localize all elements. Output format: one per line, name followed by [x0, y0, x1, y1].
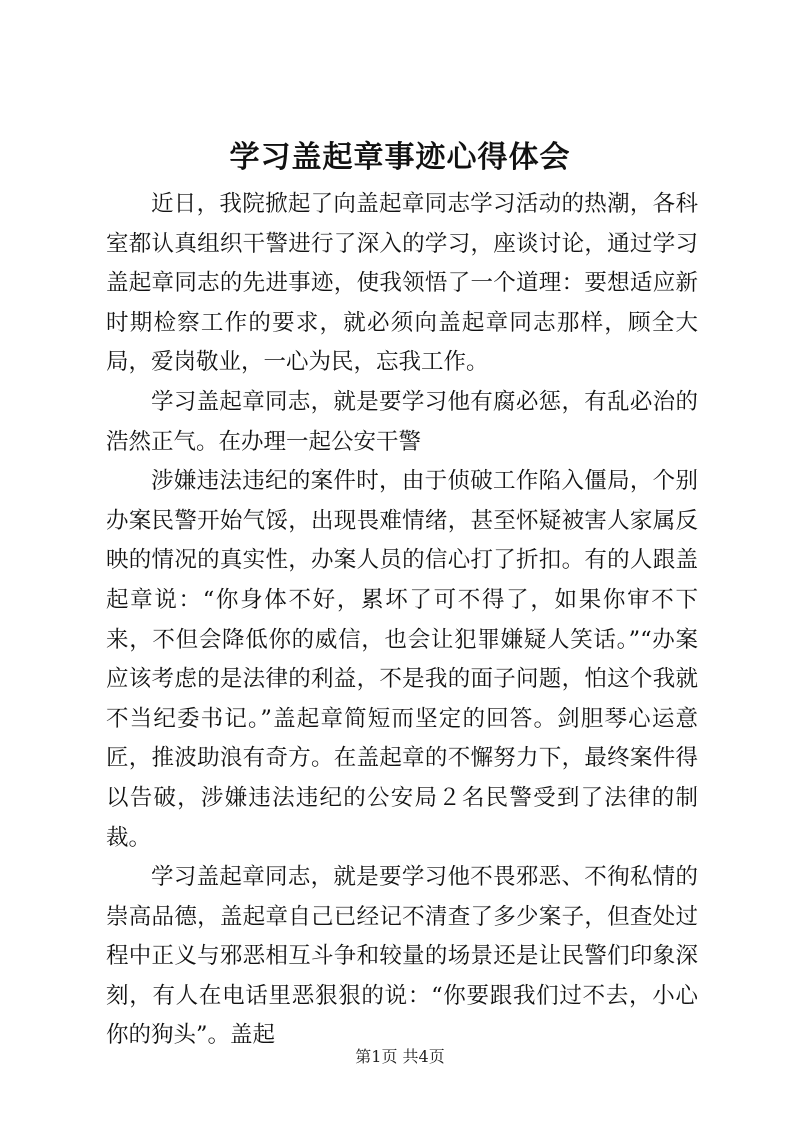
document-body: [106, 185, 698, 1056]
paragraph: 近日，我院掀起了向盖起章同志学习活动的热潮，各科室都认真组织干警进行了深入的学习，座谈讨论，通过学习盖起章同志的先进事迹，使我领悟了一个道理：要想适应新时期检察工作的要求，就必须向盖起章同志那样，顾全大局，爱岗敬业，一心为民，忘我工作。: [106, 191, 698, 376]
page-number: 第1页 共4页: [355, 1047, 445, 1066]
paragraph: 涉嫌违法违纪的案件时，由于侦破工作陷入僵局，个别办案民警开始气馁，出现畏难情绪，甚至怀疑被害人家属反映的情况的真实性，办案人员的信心打了折扣。有的人跟盖起章说：“你身体不好，累坏了可不得了，如果你审不下来，不但会降低你的威信，也会让犯罪嫌疑人笑话。”“办案应该考虑的是法律的利益，不是我的面子问题，怕这个我就不当纪委书记。”盖起章简短而坚定的回答。剑胆琴心运意匠，推波助浪有奇方。在盖起章的不懈努力下，最终案件得以告破，涉嫌违法违纪的公安局２名民警受到了法律的制裁。: [106, 468, 698, 851]
page-footer: [0, 1046, 800, 1068]
paragraph: 学习盖起章同志，就是要学习他不畏邪恶、不徇私情的崇高品德，盖起章自己已经记不清查了多少案子，但查处过程中正义与邪恶相互斗争和较量的场景还是让民警们印象深刻，有人在电话里恶狠狠的说：“你要跟我们过不去，小心你的狗头”。盖起: [106, 864, 698, 1049]
document-title: 学习盖起章事迹心得体会: [229, 140, 571, 175]
paragraph: 学习盖起章同志，就是要学习他有腐必惩，有乱必治的浩然正气。在办理一起公安干警: [106, 388, 698, 455]
